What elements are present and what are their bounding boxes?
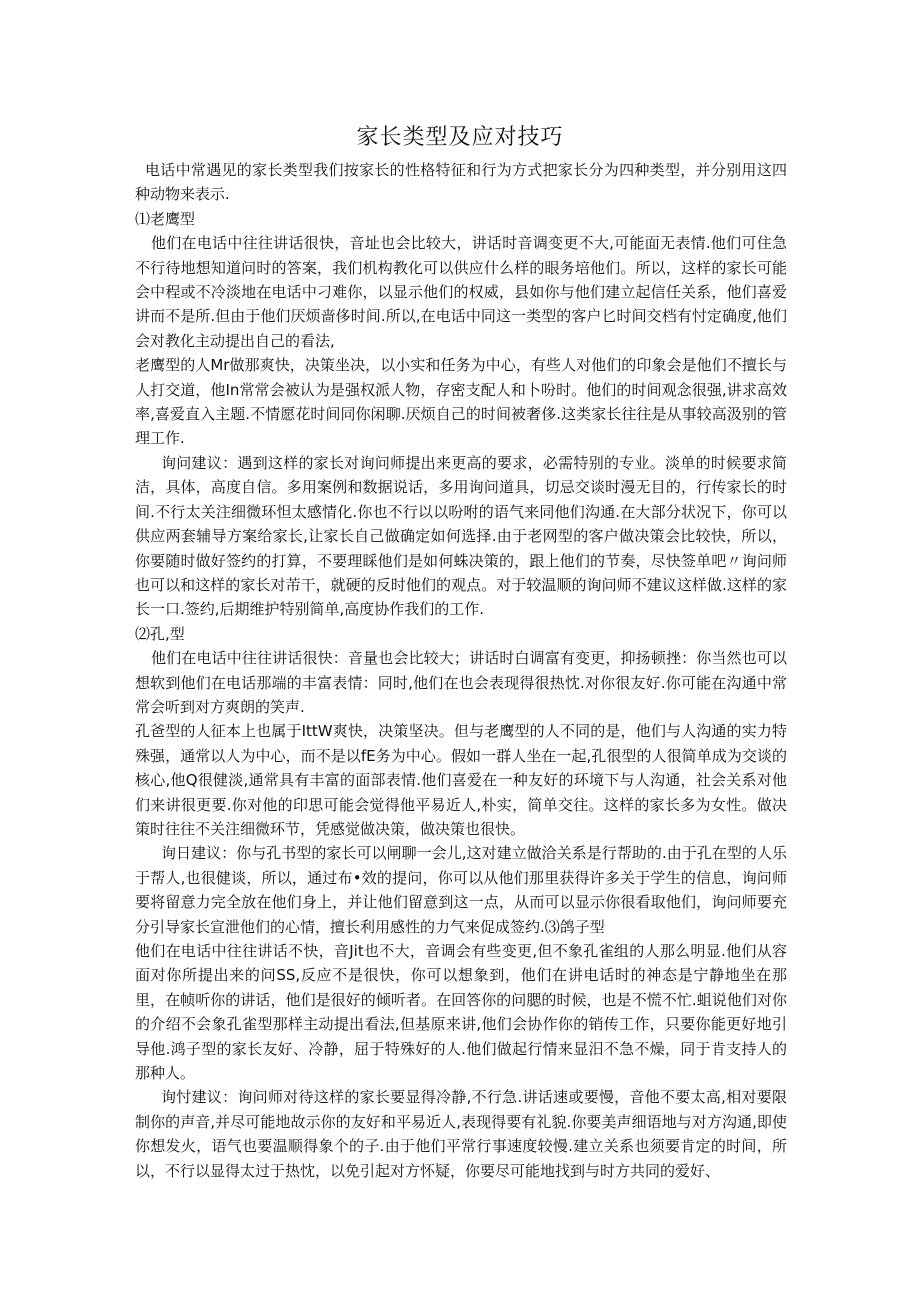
- section-heading-eagle: ⑴老鹰型: [135, 209, 196, 228]
- section-heading-peacock: ⑵孔,型: [135, 624, 185, 643]
- eagle-phone-paragraph: 他们在电话中往往讲话很快，音址也会比较大，讲话时音调变更不大,可能面无表情.他们可住急不行待地想知道问时的答案，我们机构教化可以供应什么样的眼务培他们。所以，这样的家长可能会中程或不冷淡地在电话中刁难你，以显示他们的权威，县如你与他们建立起信任关系，他们喜爱讲而不是所.但由于他们厌烦啬侈时间.所以,在电话中同这一类型的客户匕时间交档有忖定确度,他们会对教化主动提出自己的看法,: [135, 234, 787, 350]
- peacock-advice-paragraph: 询日建议：你与孔书型的家长可以闸聊一会儿,这对建立做洽关系是行帮助的.由于孔在型的人乐于帮人,也很健谈，所以，通过布•效的提问，你可以从他们那里获得许多关于学生的信息，询问师要将留意力完全放在他们身上，并让他们留意到这一点，从而可以显示你很看取他们，询问师要充分引导家长宣泄他们的心情，擅长利用感性的力气来促成签约.⑶鸽子型: [135, 844, 787, 936]
- dove-phone-paragraph: 他们在电话中往往讲话不快，音Jit也不大，音调会有些变更,但不象孔雀组的人那么明显.他们从容面对你所提出来的问SS,反应不是很快，你可以想象到，他们在讲电话时的神态是宁静地坐在那里，在帧听你的讲话，他们是很好的倾听者。在回答你的问腮的时候，也是不慌不忙.蛆说他们对你的介绍不会象孔雀型那样主动提出看法,但基原来讲,他们会协作你的销传工作，只要你能更好地引导他.鸿子型的家长友好、冷静，屈于特殊好的人.他们做起行情来显汨不急不燥，同于肯支持人的那种人。: [135, 942, 787, 1083]
- intro-paragraph: 电话中常遇见的家长类型我们按家长的性格特征和行为方式把家长分为四种类型，并分别用这四种动物来表示.: [135, 161, 787, 204]
- document-body: [135, 158, 787, 1183]
- peacock-traits-paragraph: 孔爸型的人征本上也属于IttW爽快，决策坚决。但与老鹰型的人不同的是，他们与人沟通的实力特殊强，通常以人为中心，而不是以fE务为中心。假如一群人坐在一起,孔很型的人很简单成为交谈的核心,他Q很健淡,通常具有丰富的面部表情.他们喜爱在一种友好的环境下与人沟通，社会关系对他们来讲很更要.你对他的印思可能会觉得他平易近人,朴实，简单交往。这样的家长多为女性。做决策时往往不关注细微环节，凭感觉做决策，做决策也很快。: [135, 722, 787, 838]
- document-title: 家长类型及应对技巧: [356, 125, 564, 150]
- dove-advice-paragraph: 询忖建议：询问师对待这样的家长要显得冷静,不行急.讲话速或要慢，音他不要太高,相对要限制你的声音,并尽可能地故示你的友好和平易近人,表现得要有礼貌.你要美声细语地与对方沟通,即使你想发火，语气也要温顺得象个的子.由于他们平常行事速度较慢.建立关系也须要肯定的时间，所以，不行以显得太过于热忱，以免引起对方怀疑，你要尽可能地找到与时方共同的爱好、: [135, 1088, 787, 1180]
- eagle-advice-paragraph: 询问建议：遇到这样的家长对询问师提出来更高的要求，必需特别的专业。淡单的时候要求简洁，具体，高度自信。多用案例和数据说话，多用询问道具，切忌交谈时漫无目的，行传家长的时间.不行太关注细微环怛太感情化.你也不行以以吩咐的语气来同他们沟通.在大部分状况下，你可以供应两套辅导方案给家长,让家长自己做确定如何选择.由于老网型的客户做决策会比较快，所以，你要随时做好签约的打算，不要理睬他们是如何蛛决策的，跟上他们的节奏，尽快签单吧〃询问师也可以和这样的家长对芾干，就硬的反时他们的观点。对于较温顺的询问师不建议这样做.这样的家长一口.签约,后期维护特别简单,高度协作我们的工作.: [135, 453, 787, 619]
- eagle-traits-paragraph: 老鹰型的人Mr做那爽快，决策坐决，以小实和任务为中心，有些人对他们的印象会是他们不擅长与人打交道，他In常常会被认为是强权派人物，存密支配人和卜吩时。他们的时间观念很强,讲求高效率,喜爱直入主题.不情愿花时间同你闲聊.厌烦自己的时间被奢侈.这类家长往往是从事较高汲别的管理工作.: [135, 356, 787, 448]
- peacock-phone-paragraph: 他们在电话中往往讲话很快：音量也会比较大；讲话时白调富有变更，抑扬顿挫：你当然也可以想软到他们在电话那端的丰富表情：同时,他们在也会表现得很热忱.对你很友好.你可能在沟通中常常会听到对方爽朗的笑声.: [135, 649, 787, 716]
